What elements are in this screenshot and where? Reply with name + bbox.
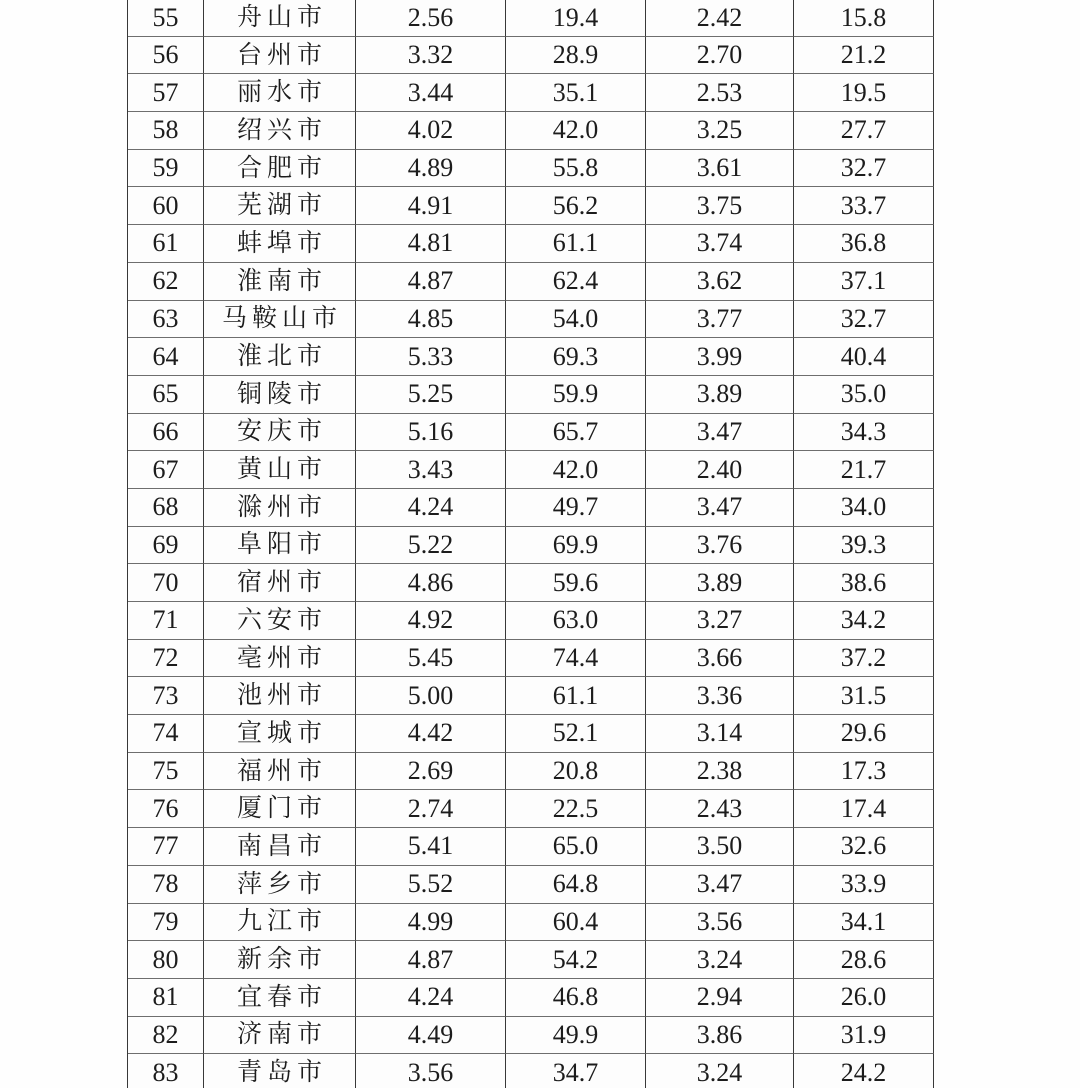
value-4-cell: 21.7 <box>794 451 934 489</box>
value-1-cell: 5.33 <box>356 338 506 376</box>
table-row <box>128 753 934 791</box>
rank-cell: 67 <box>128 451 204 489</box>
value-2-cell: 52.1 <box>506 715 646 753</box>
value-3-cell: 3.47 <box>646 489 794 527</box>
value-2-cell: 59.6 <box>506 564 646 602</box>
rank-cell: 72 <box>128 640 204 678</box>
value-4-cell: 33.9 <box>794 866 934 904</box>
rank-cell: 82 <box>128 1017 204 1055</box>
table-row <box>128 414 934 452</box>
value-1-cell: 4.99 <box>356 904 506 942</box>
table-row <box>128 338 934 376</box>
city-cell: 萍乡市 <box>204 866 356 904</box>
value-1-cell: 4.89 <box>356 150 506 188</box>
value-3-cell: 3.47 <box>646 866 794 904</box>
value-2-cell: 20.8 <box>506 753 646 791</box>
city-cell: 六安市 <box>204 602 356 640</box>
table-row <box>128 0 934 37</box>
value-1-cell: 5.16 <box>356 414 506 452</box>
rank-cell: 68 <box>128 489 204 527</box>
value-1-cell: 5.45 <box>356 640 506 678</box>
table-row <box>128 602 934 640</box>
rank-cell: 59 <box>128 150 204 188</box>
value-2-cell: 65.7 <box>506 414 646 452</box>
value-3-cell: 2.70 <box>646 37 794 75</box>
city-cell: 济南市 <box>204 1017 356 1055</box>
value-1-cell: 4.91 <box>356 187 506 225</box>
value-1-cell: 5.52 <box>356 866 506 904</box>
value-3-cell: 3.56 <box>646 904 794 942</box>
rank-cell: 75 <box>128 753 204 791</box>
city-cell: 台州市 <box>204 37 356 75</box>
value-2-cell: 54.0 <box>506 301 646 339</box>
value-4-cell: 32.7 <box>794 150 934 188</box>
value-2-cell: 65.0 <box>506 828 646 866</box>
city-cell: 阜阳市 <box>204 527 356 565</box>
value-3-cell: 3.61 <box>646 150 794 188</box>
value-4-cell: 28.6 <box>794 941 934 979</box>
value-3-cell: 3.99 <box>646 338 794 376</box>
value-2-cell: 59.9 <box>506 376 646 414</box>
table-row <box>128 74 934 112</box>
table-row <box>128 564 934 602</box>
value-1-cell: 4.49 <box>356 1017 506 1055</box>
table-row <box>128 225 934 263</box>
value-2-cell: 60.4 <box>506 904 646 942</box>
table-row <box>128 1054 934 1088</box>
city-cell: 南昌市 <box>204 828 356 866</box>
value-3-cell: 2.43 <box>646 790 794 828</box>
city-stats-table <box>127 0 934 1088</box>
value-1-cell: 4.85 <box>356 301 506 339</box>
value-1-cell: 2.74 <box>356 790 506 828</box>
city-cell: 黄山市 <box>204 451 356 489</box>
value-2-cell: 42.0 <box>506 451 646 489</box>
city-cell: 滁州市 <box>204 489 356 527</box>
value-2-cell: 28.9 <box>506 37 646 75</box>
value-4-cell: 34.2 <box>794 602 934 640</box>
value-4-cell: 26.0 <box>794 979 934 1017</box>
value-4-cell: 24.2 <box>794 1054 934 1088</box>
table-row <box>128 301 934 339</box>
value-2-cell: 42.0 <box>506 112 646 150</box>
value-4-cell: 17.4 <box>794 790 934 828</box>
value-4-cell: 36.8 <box>794 225 934 263</box>
value-3-cell: 3.77 <box>646 301 794 339</box>
city-cell: 安庆市 <box>204 414 356 452</box>
table-row <box>128 1017 934 1055</box>
rank-cell: 56 <box>128 37 204 75</box>
value-4-cell: 33.7 <box>794 187 934 225</box>
rank-cell: 62 <box>128 263 204 301</box>
city-cell: 舟山市 <box>204 0 356 37</box>
rank-cell: 76 <box>128 790 204 828</box>
value-4-cell: 34.0 <box>794 489 934 527</box>
rank-cell: 60 <box>128 187 204 225</box>
value-1-cell: 5.25 <box>356 376 506 414</box>
value-1-cell: 4.42 <box>356 715 506 753</box>
value-1-cell: 4.87 <box>356 263 506 301</box>
value-2-cell: 69.9 <box>506 527 646 565</box>
table-row <box>128 904 934 942</box>
value-4-cell: 39.3 <box>794 527 934 565</box>
rank-cell: 79 <box>128 904 204 942</box>
value-4-cell: 38.6 <box>794 564 934 602</box>
rank-cell: 83 <box>128 1054 204 1088</box>
value-4-cell: 37.1 <box>794 263 934 301</box>
table-row <box>128 263 934 301</box>
table-row <box>128 979 934 1017</box>
table-row <box>128 866 934 904</box>
value-3-cell: 3.89 <box>646 376 794 414</box>
value-2-cell: 49.9 <box>506 1017 646 1055</box>
value-3-cell: 3.50 <box>646 828 794 866</box>
value-1-cell: 4.24 <box>356 489 506 527</box>
rank-cell: 71 <box>128 602 204 640</box>
value-2-cell: 34.7 <box>506 1054 646 1088</box>
value-3-cell: 3.24 <box>646 1054 794 1088</box>
value-3-cell: 3.76 <box>646 527 794 565</box>
rank-cell: 63 <box>128 301 204 339</box>
value-3-cell: 3.14 <box>646 715 794 753</box>
value-3-cell: 2.94 <box>646 979 794 1017</box>
city-cell: 福州市 <box>204 753 356 791</box>
value-3-cell: 3.24 <box>646 941 794 979</box>
value-4-cell: 19.5 <box>794 74 934 112</box>
rank-cell: 55 <box>128 0 204 37</box>
value-2-cell: 61.1 <box>506 225 646 263</box>
city-cell: 新余市 <box>204 941 356 979</box>
value-2-cell: 62.4 <box>506 263 646 301</box>
value-1-cell: 4.02 <box>356 112 506 150</box>
value-2-cell: 56.2 <box>506 187 646 225</box>
value-4-cell: 34.3 <box>794 414 934 452</box>
value-3-cell: 3.66 <box>646 640 794 678</box>
city-cell: 铜陵市 <box>204 376 356 414</box>
value-2-cell: 35.1 <box>506 74 646 112</box>
value-1-cell: 3.32 <box>356 37 506 75</box>
rank-cell: 57 <box>128 74 204 112</box>
rank-cell: 64 <box>128 338 204 376</box>
value-2-cell: 63.0 <box>506 602 646 640</box>
value-4-cell: 35.0 <box>794 376 934 414</box>
city-cell: 芜湖市 <box>204 187 356 225</box>
table-row <box>128 828 934 866</box>
table-row <box>128 941 934 979</box>
value-4-cell: 31.5 <box>794 677 934 715</box>
value-1-cell: 2.56 <box>356 0 506 37</box>
value-3-cell: 3.75 <box>646 187 794 225</box>
rank-cell: 77 <box>128 828 204 866</box>
city-cell: 蚌埠市 <box>204 225 356 263</box>
value-2-cell: 54.2 <box>506 941 646 979</box>
value-1-cell: 4.92 <box>356 602 506 640</box>
value-2-cell: 69.3 <box>506 338 646 376</box>
value-4-cell: 32.6 <box>794 828 934 866</box>
value-1-cell: 5.00 <box>356 677 506 715</box>
value-2-cell: 19.4 <box>506 0 646 37</box>
value-1-cell: 4.81 <box>356 225 506 263</box>
value-4-cell: 31.9 <box>794 1017 934 1055</box>
value-3-cell: 3.62 <box>646 263 794 301</box>
value-2-cell: 46.8 <box>506 979 646 1017</box>
city-cell: 淮南市 <box>204 263 356 301</box>
value-3-cell: 2.53 <box>646 74 794 112</box>
value-2-cell: 22.5 <box>506 790 646 828</box>
value-3-cell: 3.89 <box>646 564 794 602</box>
value-1-cell: 3.44 <box>356 74 506 112</box>
city-cell: 马鞍山市 <box>204 301 356 339</box>
rank-cell: 78 <box>128 866 204 904</box>
city-cell: 淮北市 <box>204 338 356 376</box>
value-1-cell: 3.43 <box>356 451 506 489</box>
rank-cell: 66 <box>128 414 204 452</box>
table-row <box>128 489 934 527</box>
table-row <box>128 790 934 828</box>
value-4-cell: 37.2 <box>794 640 934 678</box>
value-4-cell: 34.1 <box>794 904 934 942</box>
city-cell: 池州市 <box>204 677 356 715</box>
city-cell: 宜春市 <box>204 979 356 1017</box>
rank-cell: 58 <box>128 112 204 150</box>
value-4-cell: 40.4 <box>794 338 934 376</box>
rank-cell: 80 <box>128 941 204 979</box>
value-2-cell: 74.4 <box>506 640 646 678</box>
value-1-cell: 4.24 <box>356 979 506 1017</box>
value-1-cell: 2.69 <box>356 753 506 791</box>
city-cell: 丽水市 <box>204 74 356 112</box>
rank-cell: 74 <box>128 715 204 753</box>
city-cell: 宿州市 <box>204 564 356 602</box>
city-cell: 九江市 <box>204 904 356 942</box>
rank-cell: 70 <box>128 564 204 602</box>
city-cell: 宣城市 <box>204 715 356 753</box>
table-row <box>128 150 934 188</box>
value-4-cell: 17.3 <box>794 753 934 791</box>
value-2-cell: 55.8 <box>506 150 646 188</box>
value-3-cell: 3.27 <box>646 602 794 640</box>
table-row <box>128 37 934 75</box>
city-cell: 合肥市 <box>204 150 356 188</box>
value-2-cell: 49.7 <box>506 489 646 527</box>
value-1-cell: 4.87 <box>356 941 506 979</box>
value-1-cell: 5.22 <box>356 527 506 565</box>
value-4-cell: 32.7 <box>794 301 934 339</box>
table-row <box>128 715 934 753</box>
rank-cell: 61 <box>128 225 204 263</box>
value-4-cell: 29.6 <box>794 715 934 753</box>
value-1-cell: 4.86 <box>356 564 506 602</box>
table-row <box>128 677 934 715</box>
table-row <box>128 451 934 489</box>
value-3-cell: 3.47 <box>646 414 794 452</box>
table-row <box>128 640 934 678</box>
value-3-cell: 3.25 <box>646 112 794 150</box>
value-3-cell: 2.40 <box>646 451 794 489</box>
city-cell: 亳州市 <box>204 640 356 678</box>
city-cell: 青岛市 <box>204 1054 356 1088</box>
value-3-cell: 2.38 <box>646 753 794 791</box>
value-2-cell: 61.1 <box>506 677 646 715</box>
city-cell: 绍兴市 <box>204 112 356 150</box>
value-3-cell: 3.36 <box>646 677 794 715</box>
value-3-cell: 2.42 <box>646 0 794 37</box>
table-row <box>128 112 934 150</box>
rank-cell: 73 <box>128 677 204 715</box>
rank-cell: 69 <box>128 527 204 565</box>
value-1-cell: 3.56 <box>356 1054 506 1088</box>
value-2-cell: 64.8 <box>506 866 646 904</box>
table-row <box>128 187 934 225</box>
value-3-cell: 3.86 <box>646 1017 794 1055</box>
value-3-cell: 3.74 <box>646 225 794 263</box>
table-row <box>128 376 934 414</box>
rank-cell: 65 <box>128 376 204 414</box>
value-4-cell: 21.2 <box>794 37 934 75</box>
value-4-cell: 15.8 <box>794 0 934 37</box>
table-row <box>128 527 934 565</box>
value-1-cell: 5.41 <box>356 828 506 866</box>
rank-cell: 81 <box>128 979 204 1017</box>
city-cell: 厦门市 <box>204 790 356 828</box>
value-4-cell: 27.7 <box>794 112 934 150</box>
